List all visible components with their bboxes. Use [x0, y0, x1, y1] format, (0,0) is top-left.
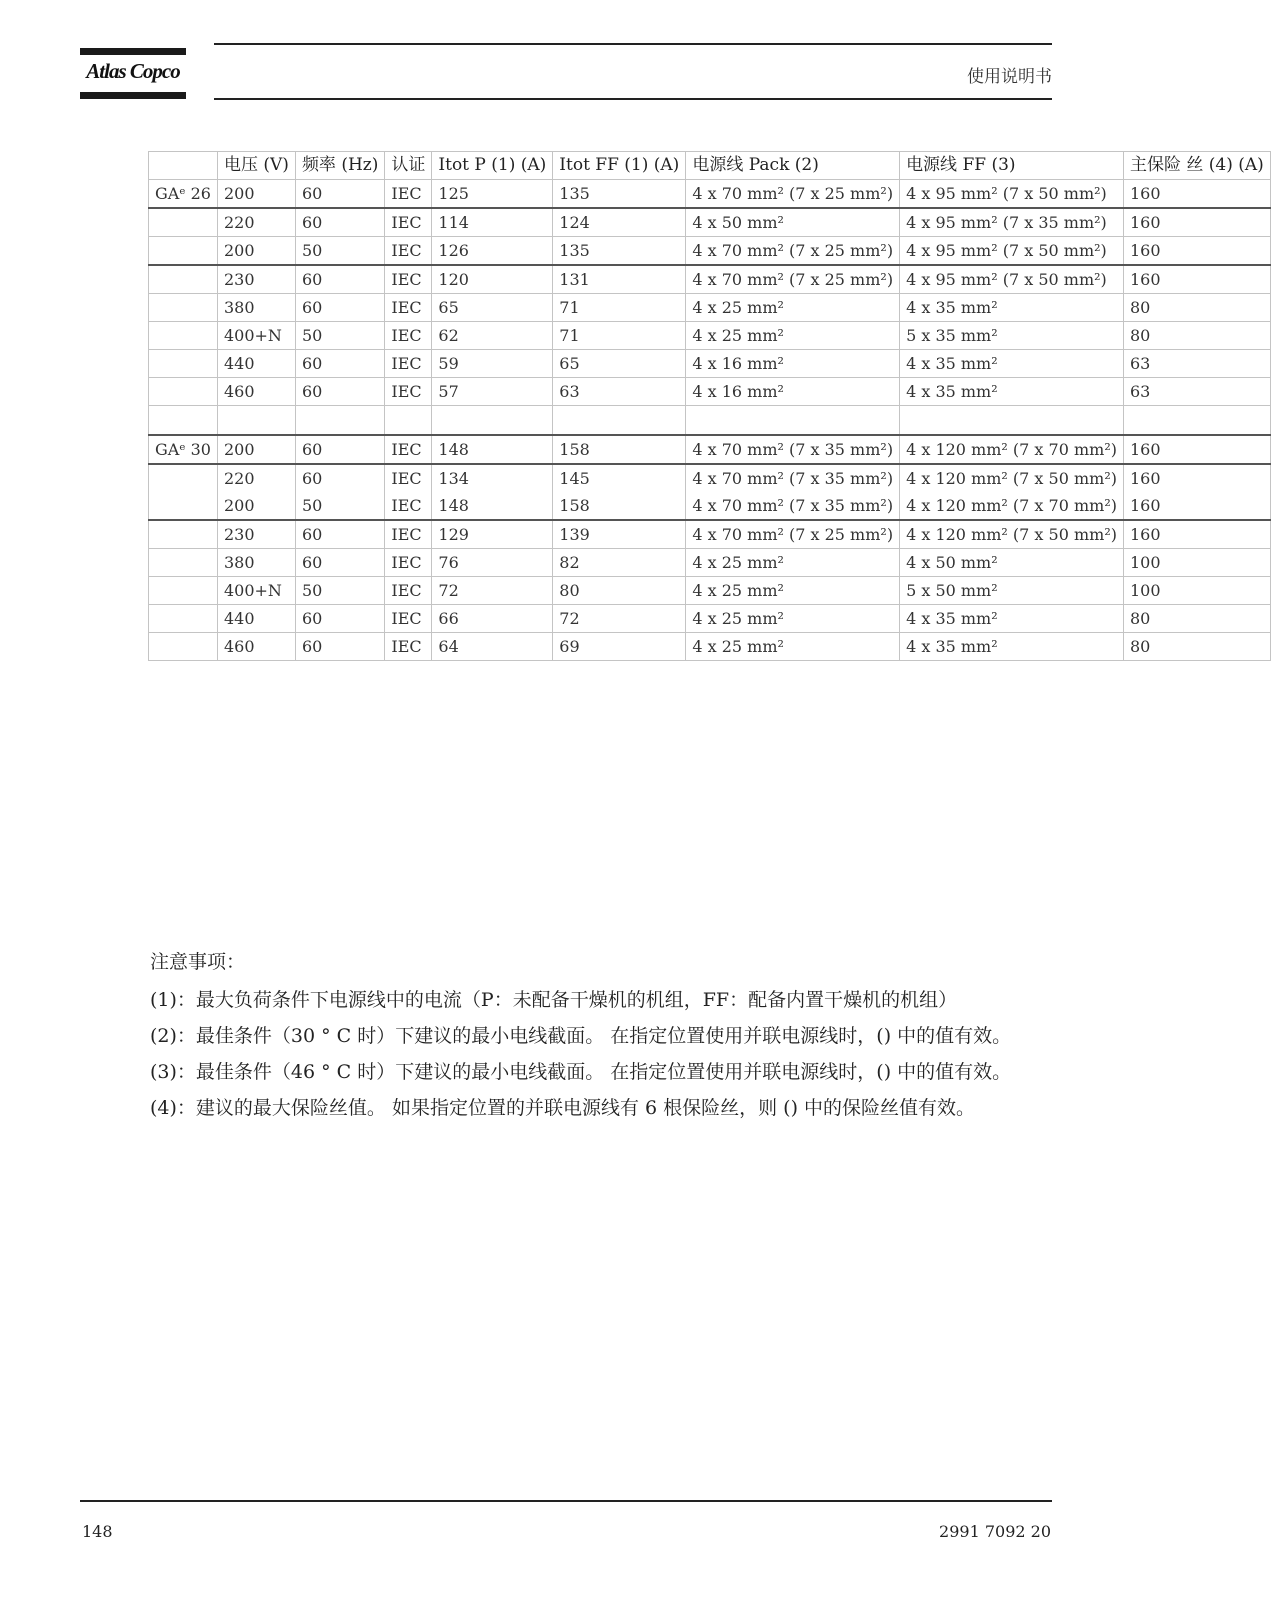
table-cell: 4 x 95 mm² (7 x 50 mm²): [900, 265, 1124, 294]
model-cell: [149, 350, 218, 378]
table-cell: 66: [432, 604, 553, 632]
table-cell: 80: [1123, 604, 1270, 632]
header-rule-top: [214, 43, 1052, 45]
table-cell: 4 x 35 mm²: [900, 378, 1124, 406]
table-cell: 230: [217, 265, 295, 294]
table-cell: [1123, 406, 1270, 435]
header-cell: 认证: [385, 152, 432, 180]
note-item: (3)：最佳条件（46 ° C 时）下建议的最小电线截面。 在指定位置使用并联电源线时，() 中的值有效。: [150, 1061, 1012, 1083]
table-row: [149, 548, 1271, 576]
note-item: (2)：最佳条件（30 ° C 时）下建议的最小电线截面。 在指定位置使用并联电源线时，() 中的值有效。: [150, 1025, 1012, 1047]
table-cell: 4 x 95 mm² (7 x 35 mm²): [900, 208, 1124, 237]
atlas-copco-logo: [80, 48, 186, 99]
logo-top-bar: [80, 48, 186, 55]
table-row: [149, 604, 1271, 632]
model-cell: [149, 237, 218, 266]
table-cell: 160: [1123, 520, 1270, 549]
notes-section: [150, 950, 1060, 1132]
table-cell: 158: [553, 492, 686, 520]
note-item: (1)：最大负荷条件下电源线中的电流（P：未配备干燥机的机组，FF：配备内置干燥机的机组）: [150, 989, 958, 1011]
header-cell: 频率 (Hz): [295, 152, 384, 180]
table-cell: 4 x 16 mm²: [686, 350, 900, 378]
notes-title: 注意事项：: [150, 951, 246, 973]
header-cell: 电压 (V): [217, 152, 295, 180]
table-row: [149, 492, 1271, 520]
table-cell: 4 x 120 mm² (7 x 70 mm²): [900, 492, 1124, 520]
table-cell: [432, 406, 553, 435]
table-cell: 4 x 120 mm² (7 x 50 mm²): [900, 464, 1124, 492]
table-cell: [553, 406, 686, 435]
table-cell: 71: [553, 294, 686, 322]
table-cell: 80: [1123, 294, 1270, 322]
table-cell: 440: [217, 350, 295, 378]
table-cell: 50: [295, 576, 384, 604]
table-cell: 124: [553, 208, 686, 237]
table-cell: 71: [553, 322, 686, 350]
model-cell: [149, 265, 218, 294]
table-row: [149, 632, 1271, 660]
table-cell: 160: [1123, 208, 1270, 237]
table-cell: 4 x 35 mm²: [900, 350, 1124, 378]
table-cell: 4 x 16 mm²: [686, 378, 900, 406]
table-cell: 60: [295, 180, 384, 209]
logo-bottom-bar: [80, 92, 186, 99]
table-header-row: [149, 152, 1271, 180]
table-cell: 125: [432, 180, 553, 209]
table-cell: 160: [1123, 265, 1270, 294]
table-cell: 100: [1123, 576, 1270, 604]
table-cell: 60: [295, 435, 384, 464]
table-cell: 220: [217, 464, 295, 492]
table-cell: 160: [1123, 492, 1270, 520]
table-cell: IEC: [385, 265, 432, 294]
table-cell: 100: [1123, 548, 1270, 576]
header-cell: 主保险 丝 (4) (A): [1123, 152, 1270, 180]
table-cell: 4 x 70 mm² (7 x 35 mm²): [686, 435, 900, 464]
table-cell: 4 x 95 mm² (7 x 50 mm²): [900, 180, 1124, 209]
table-cell: 5 x 35 mm²: [900, 322, 1124, 350]
table-cell: 65: [553, 350, 686, 378]
model-cell: [149, 632, 218, 660]
table-cell: 4 x 25 mm²: [686, 294, 900, 322]
table-cell: 62: [432, 322, 553, 350]
table-cell: 139: [553, 520, 686, 549]
table-cell: IEC: [385, 604, 432, 632]
table-cell: 400+N: [217, 322, 295, 350]
table-cell: [385, 406, 432, 435]
table-cell: 60: [295, 265, 384, 294]
table-cell: 440: [217, 604, 295, 632]
table-cell: 4 x 50 mm²: [900, 548, 1124, 576]
table-cell: IEC: [385, 378, 432, 406]
table-cell: 60: [295, 604, 384, 632]
table-cell: [900, 406, 1124, 435]
model-cell: [149, 294, 218, 322]
table-cell: 460: [217, 632, 295, 660]
table-row: [149, 322, 1271, 350]
table-cell: 4 x 70 mm² (7 x 35 mm²): [686, 464, 900, 492]
table-cell: 4 x 70 mm² (7 x 25 mm²): [686, 520, 900, 549]
table-cell: 59: [432, 350, 553, 378]
model-cell: [149, 322, 218, 350]
header-cell: 电源线 Pack (2): [686, 152, 900, 180]
table-cell: 4 x 70 mm² (7 x 35 mm²): [686, 492, 900, 520]
table-cell: 60: [295, 294, 384, 322]
document-number: 2991 7092 20: [939, 1522, 1051, 1541]
table-cell: 5 x 50 mm²: [900, 576, 1124, 604]
table-cell: 4 x 35 mm²: [900, 632, 1124, 660]
table-cell: 60: [295, 208, 384, 237]
table-cell: 230: [217, 520, 295, 549]
model-cell: [149, 464, 218, 492]
header-rule-bottom: [214, 98, 1052, 100]
table-cell: 64: [432, 632, 553, 660]
table-row: [149, 576, 1271, 604]
table-cell: IEC: [385, 237, 432, 266]
footer-rule: [80, 1500, 1052, 1502]
model-cell: GAᵉ 26: [149, 180, 218, 209]
table-cell: IEC: [385, 632, 432, 660]
logo-text: Atlas Copco: [86, 59, 180, 83]
table-cell: 400+N: [217, 576, 295, 604]
table-cell: 50: [295, 322, 384, 350]
table-cell: 60: [295, 632, 384, 660]
table-cell: 80: [1123, 632, 1270, 660]
table-cell: IEC: [385, 294, 432, 322]
table-cell: 72: [432, 576, 553, 604]
table-cell: 160: [1123, 180, 1270, 209]
table-cell: 76: [432, 548, 553, 576]
table-cell: 63: [1123, 378, 1270, 406]
table-cell: 4 x 50 mm²: [686, 208, 900, 237]
table-cell: 380: [217, 548, 295, 576]
table-cell: 114: [432, 208, 553, 237]
table-cell: 160: [1123, 237, 1270, 266]
model-cell: [149, 492, 218, 520]
table-cell: 60: [295, 378, 384, 406]
table-cell: 4 x 70 mm² (7 x 25 mm²): [686, 237, 900, 266]
table-cell: IEC: [385, 548, 432, 576]
table-cell: IEC: [385, 464, 432, 492]
table-cell: 134: [432, 464, 553, 492]
table-cell: 120: [432, 265, 553, 294]
table-cell: 135: [553, 180, 686, 209]
table-cell: 4 x 25 mm²: [686, 604, 900, 632]
header-cell: 电源线 FF (3): [900, 152, 1124, 180]
table-cell: 4 x 25 mm²: [686, 548, 900, 576]
table-row: [149, 435, 1271, 464]
table-cell: 148: [432, 435, 553, 464]
table-row: [149, 208, 1271, 237]
table-cell: 126: [432, 237, 553, 266]
table-cell: IEC: [385, 435, 432, 464]
table-cell: 4 x 25 mm²: [686, 632, 900, 660]
table-cell: 60: [295, 350, 384, 378]
table-cell: 4 x 70 mm² (7 x 25 mm²): [686, 180, 900, 209]
table-cell: 200: [217, 492, 295, 520]
table-cell: 158: [553, 435, 686, 464]
table-row: [149, 464, 1271, 492]
table-cell: 135: [553, 237, 686, 266]
table-cell: 50: [295, 237, 384, 266]
table-cell: 200: [217, 237, 295, 266]
table-row: [149, 378, 1271, 406]
model-cell: GAᵉ 30: [149, 435, 218, 464]
table-cell: 145: [553, 464, 686, 492]
header-cell: Itot FF (1) (A): [553, 152, 686, 180]
table-cell: 80: [553, 576, 686, 604]
table-cell: 460: [217, 378, 295, 406]
table-cell: 69: [553, 632, 686, 660]
table-row: [149, 520, 1271, 549]
table-cell: 200: [217, 180, 295, 209]
header-cell: Itot P (1) (A): [432, 152, 553, 180]
model-cell: [149, 520, 218, 549]
page-title: 使用说明书: [967, 67, 1052, 87]
table-row: [149, 237, 1271, 266]
table-cell: 82: [553, 548, 686, 576]
table-row: [149, 180, 1271, 209]
table-cell: [295, 406, 384, 435]
table-cell: 60: [295, 520, 384, 549]
table-cell: 4 x 25 mm²: [686, 576, 900, 604]
table-cell: 4 x 120 mm² (7 x 70 mm²): [900, 435, 1124, 464]
table-cell: 220: [217, 208, 295, 237]
model-cell: [149, 208, 218, 237]
table-cell: 160: [1123, 435, 1270, 464]
table-cell: IEC: [385, 208, 432, 237]
table-cell: 65: [432, 294, 553, 322]
table-cell: IEC: [385, 350, 432, 378]
header-cell: [149, 152, 218, 180]
table-cell: 148: [432, 492, 553, 520]
table-cell: IEC: [385, 520, 432, 549]
table-cell: 72: [553, 604, 686, 632]
table-cell: 50: [295, 492, 384, 520]
table-cell: 4 x 120 mm² (7 x 50 mm²): [900, 520, 1124, 549]
model-cell: [149, 378, 218, 406]
table-cell: [217, 406, 295, 435]
table-cell: 4 x 35 mm²: [900, 604, 1124, 632]
table-cell: 60: [295, 464, 384, 492]
table-cell: 160: [1123, 464, 1270, 492]
table-cell: IEC: [385, 492, 432, 520]
electrical-spec-table: [148, 151, 1271, 661]
table-cell: 131: [553, 265, 686, 294]
table-cell: 57: [432, 378, 553, 406]
table-row: [149, 265, 1271, 294]
table-cell: 63: [553, 378, 686, 406]
table-cell: 4 x 70 mm² (7 x 25 mm²): [686, 265, 900, 294]
table-cell: 80: [1123, 322, 1270, 350]
table-cell: 129: [432, 520, 553, 549]
table-cell: 63: [1123, 350, 1270, 378]
table-cell: 4 x 35 mm²: [900, 294, 1124, 322]
table-cell: 60: [295, 548, 384, 576]
model-cell: [149, 604, 218, 632]
table-cell: 4 x 25 mm²: [686, 322, 900, 350]
table-cell: 4 x 95 mm² (7 x 50 mm²): [900, 237, 1124, 266]
table-cell: 380: [217, 294, 295, 322]
table-cell: IEC: [385, 180, 432, 209]
table-row: [149, 294, 1271, 322]
model-cell: [149, 406, 218, 435]
note-item: (4)：建议的最大保险丝值。 如果指定位置的并联电源线有 6 根保险丝，则 () 中的保险丝值有效。: [150, 1097, 976, 1119]
table-cell: IEC: [385, 576, 432, 604]
model-cell: [149, 548, 218, 576]
table-row: [149, 350, 1271, 378]
table-cell: IEC: [385, 322, 432, 350]
table-row: [149, 406, 1271, 435]
model-cell: [149, 576, 218, 604]
table-cell: [686, 406, 900, 435]
table-cell: 200: [217, 435, 295, 464]
page-number: 148: [82, 1522, 113, 1541]
